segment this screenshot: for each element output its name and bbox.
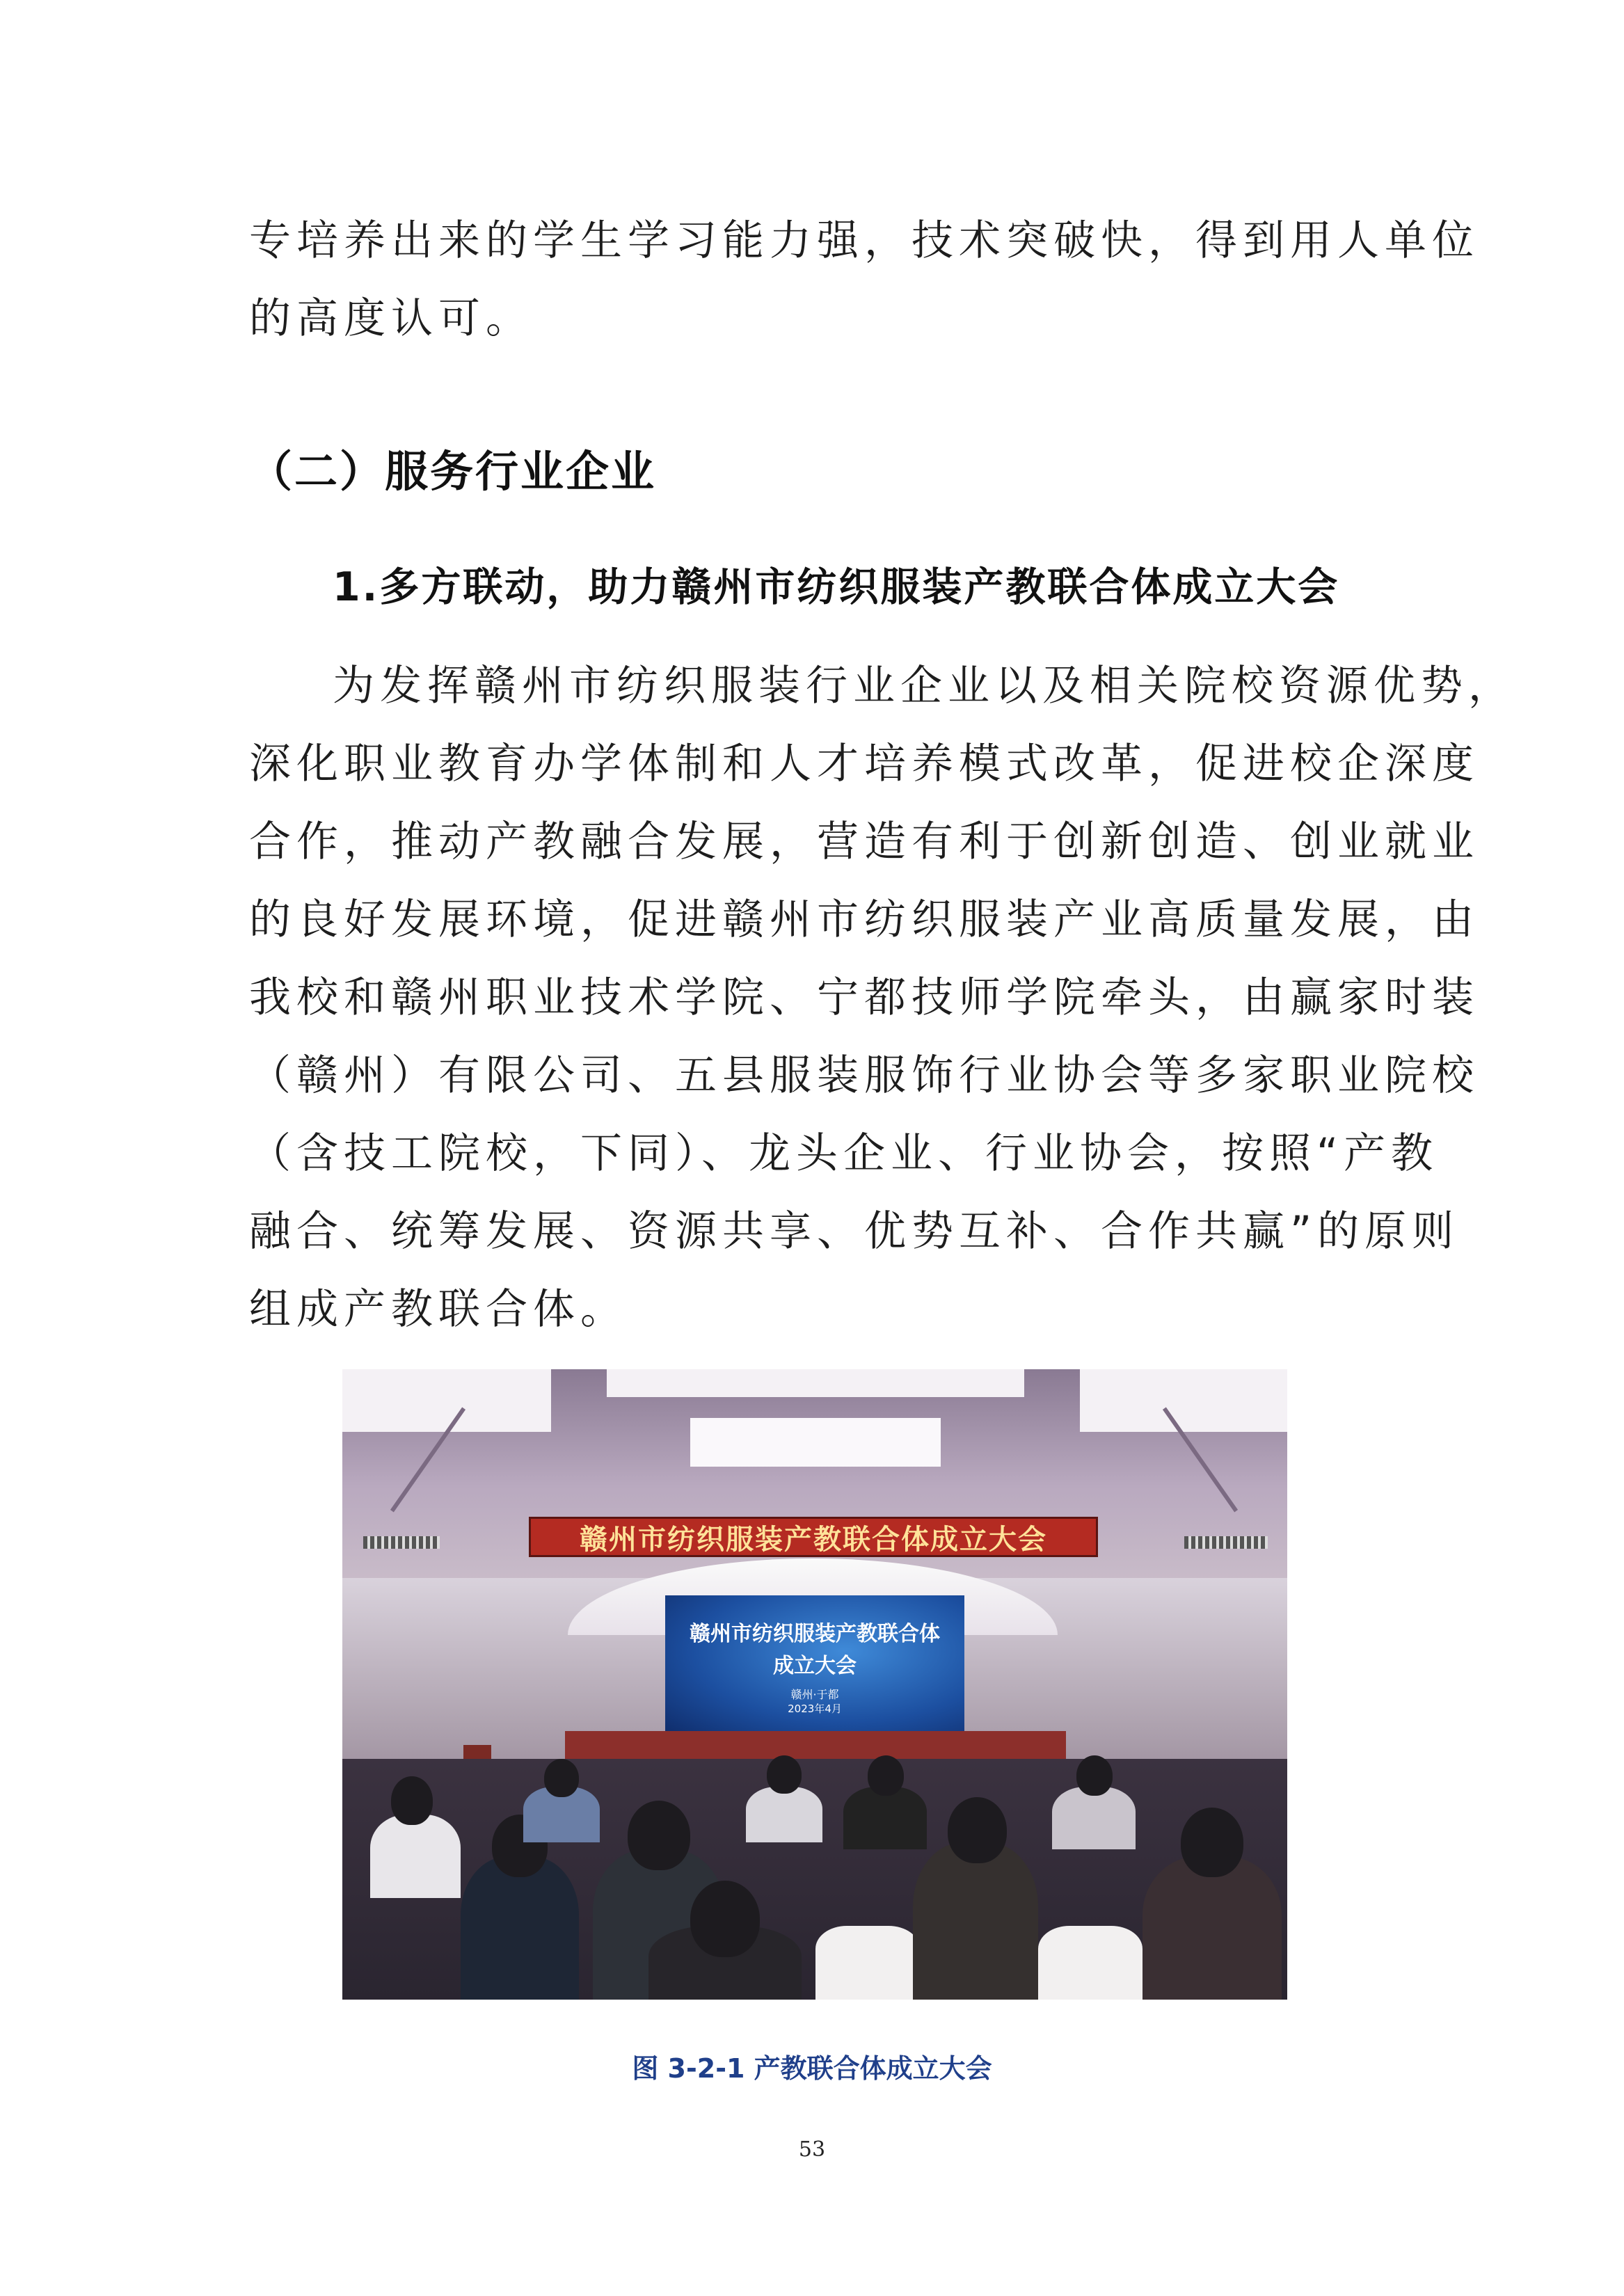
attendee-head [948, 1797, 1007, 1863]
sub-heading: 1.多方联动，助力赣州市纺织服装产教联合体成立大会 [333, 564, 1340, 610]
chair [1038, 1926, 1143, 2000]
text-line: 合作，推动产教融合发展，营造有利于创新创造、创业就业 [249, 818, 1479, 866]
attendee-head [628, 1801, 690, 1870]
attendee [370, 1815, 461, 1898]
text-line: 的高度认可。 [249, 294, 533, 343]
page-number: 53 [798, 2137, 826, 2162]
screen-title-line1: 赣州市纺织服装产教联合体 [690, 1622, 940, 1646]
paragraph-body [249, 647, 1515, 1348]
stage-screen [665, 1595, 964, 1735]
attendee-head [767, 1755, 802, 1794]
led-banner: 赣州市纺织服装产教联合体成立大会 [529, 1517, 1098, 1557]
paragraph-continuation [249, 202, 1479, 358]
screen-place: 赣州·于都 [790, 1688, 839, 1701]
attendee-head [690, 1881, 760, 1957]
chair [815, 1926, 920, 2000]
attendee-head [391, 1776, 433, 1825]
text-line: 深化职业教育办学体制和人才培养模式改革，促进校企深度 [249, 740, 1479, 788]
presidium-table [565, 1731, 1066, 1759]
attendee [1052, 1787, 1136, 1849]
ceiling-panel [1080, 1369, 1287, 1432]
attendee [913, 1842, 1038, 2000]
text-line: 专培养出来的学生学习能力强，技术突破快，得到用人单位 [249, 216, 1479, 265]
text-line: （含技工院校，下同）、龙头企业、行业协会，按照“产教 [249, 1129, 1439, 1178]
attendee-head [868, 1755, 904, 1796]
text-line: 融合、统筹发展、资源共享、优势互补、合作共赢”的原则 [249, 1207, 1460, 1256]
ceiling-panel [690, 1418, 941, 1467]
attendee [461, 1856, 579, 2000]
attendee [746, 1787, 822, 1842]
figure-caption: 图 3-2-1 产教联合体成立大会 [632, 2053, 992, 2084]
text-line: 的良好发展环境，促进赣州市纺织服装产业高质量发展，由 [249, 895, 1479, 944]
attendee [843, 1787, 927, 1849]
conference-photo [342, 1369, 1287, 2000]
section-heading: （二）服务行业企业 [249, 446, 657, 497]
screen-title-line2: 成立大会 [773, 1654, 857, 1678]
text-line: 我校和赣州职业技术学院、宁都技师学院牵头，由赢家时装 [249, 973, 1479, 1022]
text-line: 为发挥赣州市纺织服装行业企业以及相关院校资源优势， [333, 662, 1515, 710]
attendee-head [1181, 1808, 1243, 1877]
ceiling-panel [607, 1369, 1024, 1397]
text-line: 组成产教联合体。 [249, 1285, 628, 1334]
text-line: （赣州）有限公司、五县服装服饰行业协会等多家职业院校 [249, 1051, 1479, 1100]
ceiling-panel [342, 1369, 551, 1432]
attendee-head [544, 1759, 579, 1797]
attendee-head [1076, 1755, 1113, 1796]
screen-date: 2023年4月 [788, 1703, 842, 1715]
air-vent [1184, 1536, 1268, 1549]
attendee [1143, 1856, 1282, 2000]
air-vent [363, 1536, 440, 1549]
